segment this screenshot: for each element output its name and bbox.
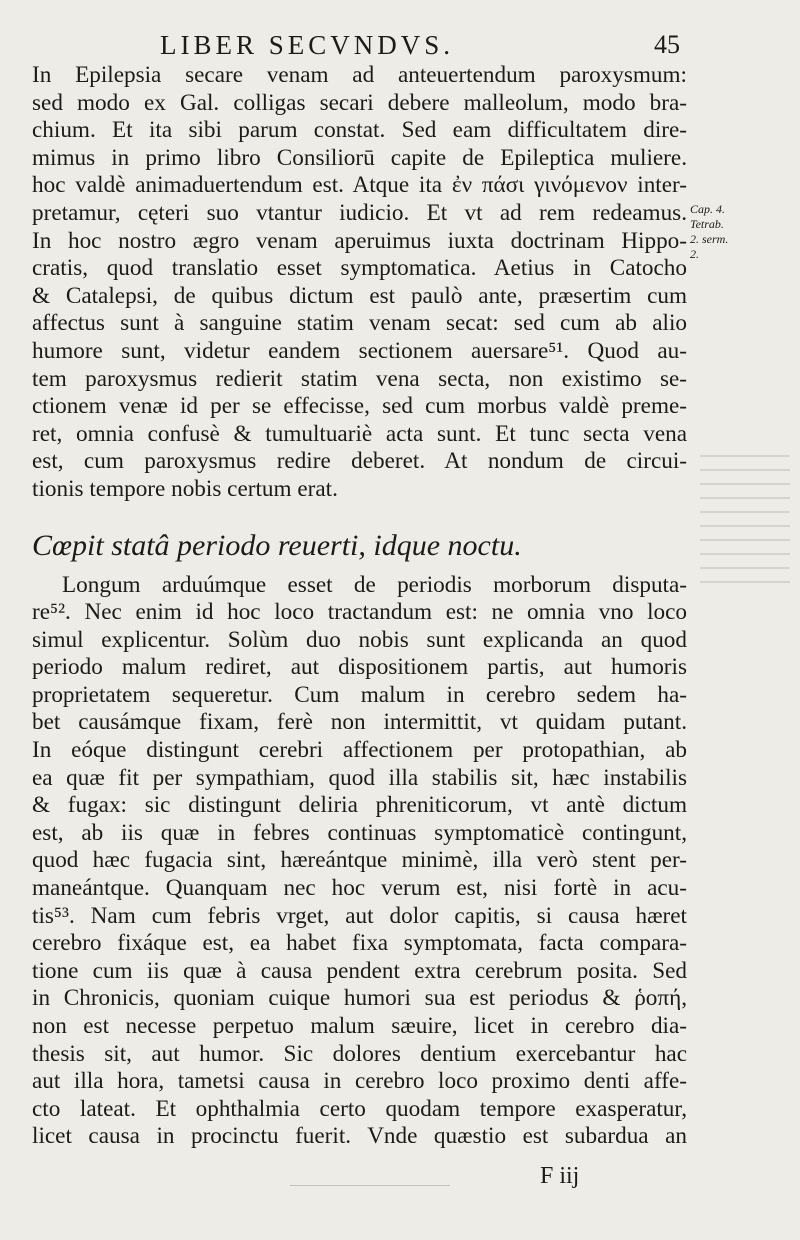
text-line: ctionem venæ id per se effecisse, sed cum morbus valdè preme- (32, 393, 687, 420)
text-line: quod hæc fugacia sint, hæreántque minimè, illa verò stent per- (32, 847, 687, 874)
text-line: & Catalepsi, de quibus dictum est paulò ante, præsertim cum (32, 282, 687, 309)
text-line: proprietatem sequeretur. Cum malum in cerebro sedem ha- (32, 681, 687, 708)
text-line: in Chronicis, quoniam cuique humori sua est periodus & ῥοπή, (32, 985, 687, 1012)
text-line: cratis, quod translatio esset symptomatica. Aetius in Catocho (32, 255, 687, 282)
text-line: periodo malum rediret, aut dispositionem partis, aut humoris (32, 654, 687, 681)
text-line: simul explicentur. Solùm duo nobis sunt explicanda an quod (32, 626, 687, 653)
text-line: tione cum iis quæ à causa pendent extra cerebrum posita. Sed (32, 957, 687, 984)
text-line: affectus sunt à sanguine statim venam secat: sed cum ab alio (32, 310, 687, 337)
text-line: aut illa hora, tametsi causa in cerebro loco proximo denti affe- (32, 1068, 687, 1095)
text-line: tionis tempore nobis certum erat. (32, 475, 338, 502)
text-line: est, ab iis quæ in febres continuas symptomaticè contingunt, (32, 819, 687, 846)
text-line: In Epilepsia secare venam ad anteuertendum paroxysmum: (32, 62, 687, 88)
margin-note-line: Cap. 4. (690, 202, 726, 216)
text-line: bet causámque fixam, ferè non intermittit, vt quidam putant. (32, 709, 687, 736)
text-line: re⁵². Nec enim id hoc loco tractandum est: ne omnia vno loco (32, 599, 687, 626)
signature-mark: F iij (540, 1163, 580, 1189)
text-line: In eóque distingunt cerebri affectionem per protopathian, ab (32, 737, 687, 764)
text-line: pretamur, cęteri suo vtantur iudicio. Et vt ad rem redeamus. (32, 199, 687, 226)
show-through-bleed (700, 455, 790, 585)
margin-note-line: 2. (690, 247, 699, 261)
text-line: cerebro fixáque est, ea habet fixa symptomata, facta compara- (32, 930, 687, 957)
margin-note (690, 202, 770, 262)
text-line: tis⁵³. Nam cum febris vrget, aut dolor capitis, si causa hæret (32, 902, 687, 929)
text-line: ea quæ fit per sympathiam, quod illa stabilis sit, hæc instabilis (32, 764, 687, 791)
margin-note-line: 2. serm. (690, 232, 729, 246)
text-line: mimus in primo libro Consiliorū capite de Epileptica muliere. (32, 144, 687, 171)
text-line: licet causa in procinctu fuerit. Vnde quæstio est subardua an (32, 1123, 687, 1150)
text-line: hoc valdè animaduertendum est. Atque ita ἐν πάσι γινόμενον inter- (32, 172, 687, 199)
text-block (32, 62, 687, 1151)
text-line: chium. Et ita sibi parum constat. Sed eam difficultatem dire- (32, 117, 687, 144)
margin-note-line: Tetrab. (690, 217, 724, 231)
text-line: non est necesse perpetuo malum sæuire, licet in cerebro dia- (32, 1013, 687, 1039)
text-line: maneántque. Quanquam nec hoc verum est, nisi fortè in acu- (32, 875, 687, 902)
bottom-rule (290, 1185, 450, 1186)
text-line: sed modo ex Gal. colligas secari debere malleolum, modo bra- (32, 89, 687, 116)
paragraph-1 (32, 62, 687, 504)
text-line: thesis sit, aut humor. Sic dolores dentium exercebantur hac (32, 1040, 687, 1067)
running-title: LIBER SECVNDVS. (160, 30, 455, 60)
text-line: In hoc nostro ægro venam aperuimus iuxta doctrinam Hippo- (32, 227, 687, 254)
text-line: ret, omnia confusè & tumultuariè acta sunt. Et tunc secta vena (32, 420, 687, 447)
text-line: est, cum paroxysmus redire deberet. At nondum de circui- (32, 448, 687, 475)
paragraph-2 (32, 572, 687, 1151)
text-line: humore sunt, videtur eandem sectionem auersare⁵¹. Quod au- (32, 337, 687, 364)
text-line: tem paroxysmus redierit statim vena secta, non existimo se- (32, 365, 687, 392)
running-head (0, 30, 800, 64)
text-line: & fugax: sic distingunt deliria phreniticorum, vt antè dictum (32, 792, 687, 819)
text-line: cto lateat. Et ophthalmia certo quodam tempore exasperatur, (32, 1095, 687, 1122)
page-number: 45 (654, 30, 680, 59)
section-heading: Cœpit statâ periodo reuerti, idque noctu. (32, 528, 522, 562)
text-line: Longum arduúmque esset de periodis morborum disputa- (62, 571, 687, 598)
